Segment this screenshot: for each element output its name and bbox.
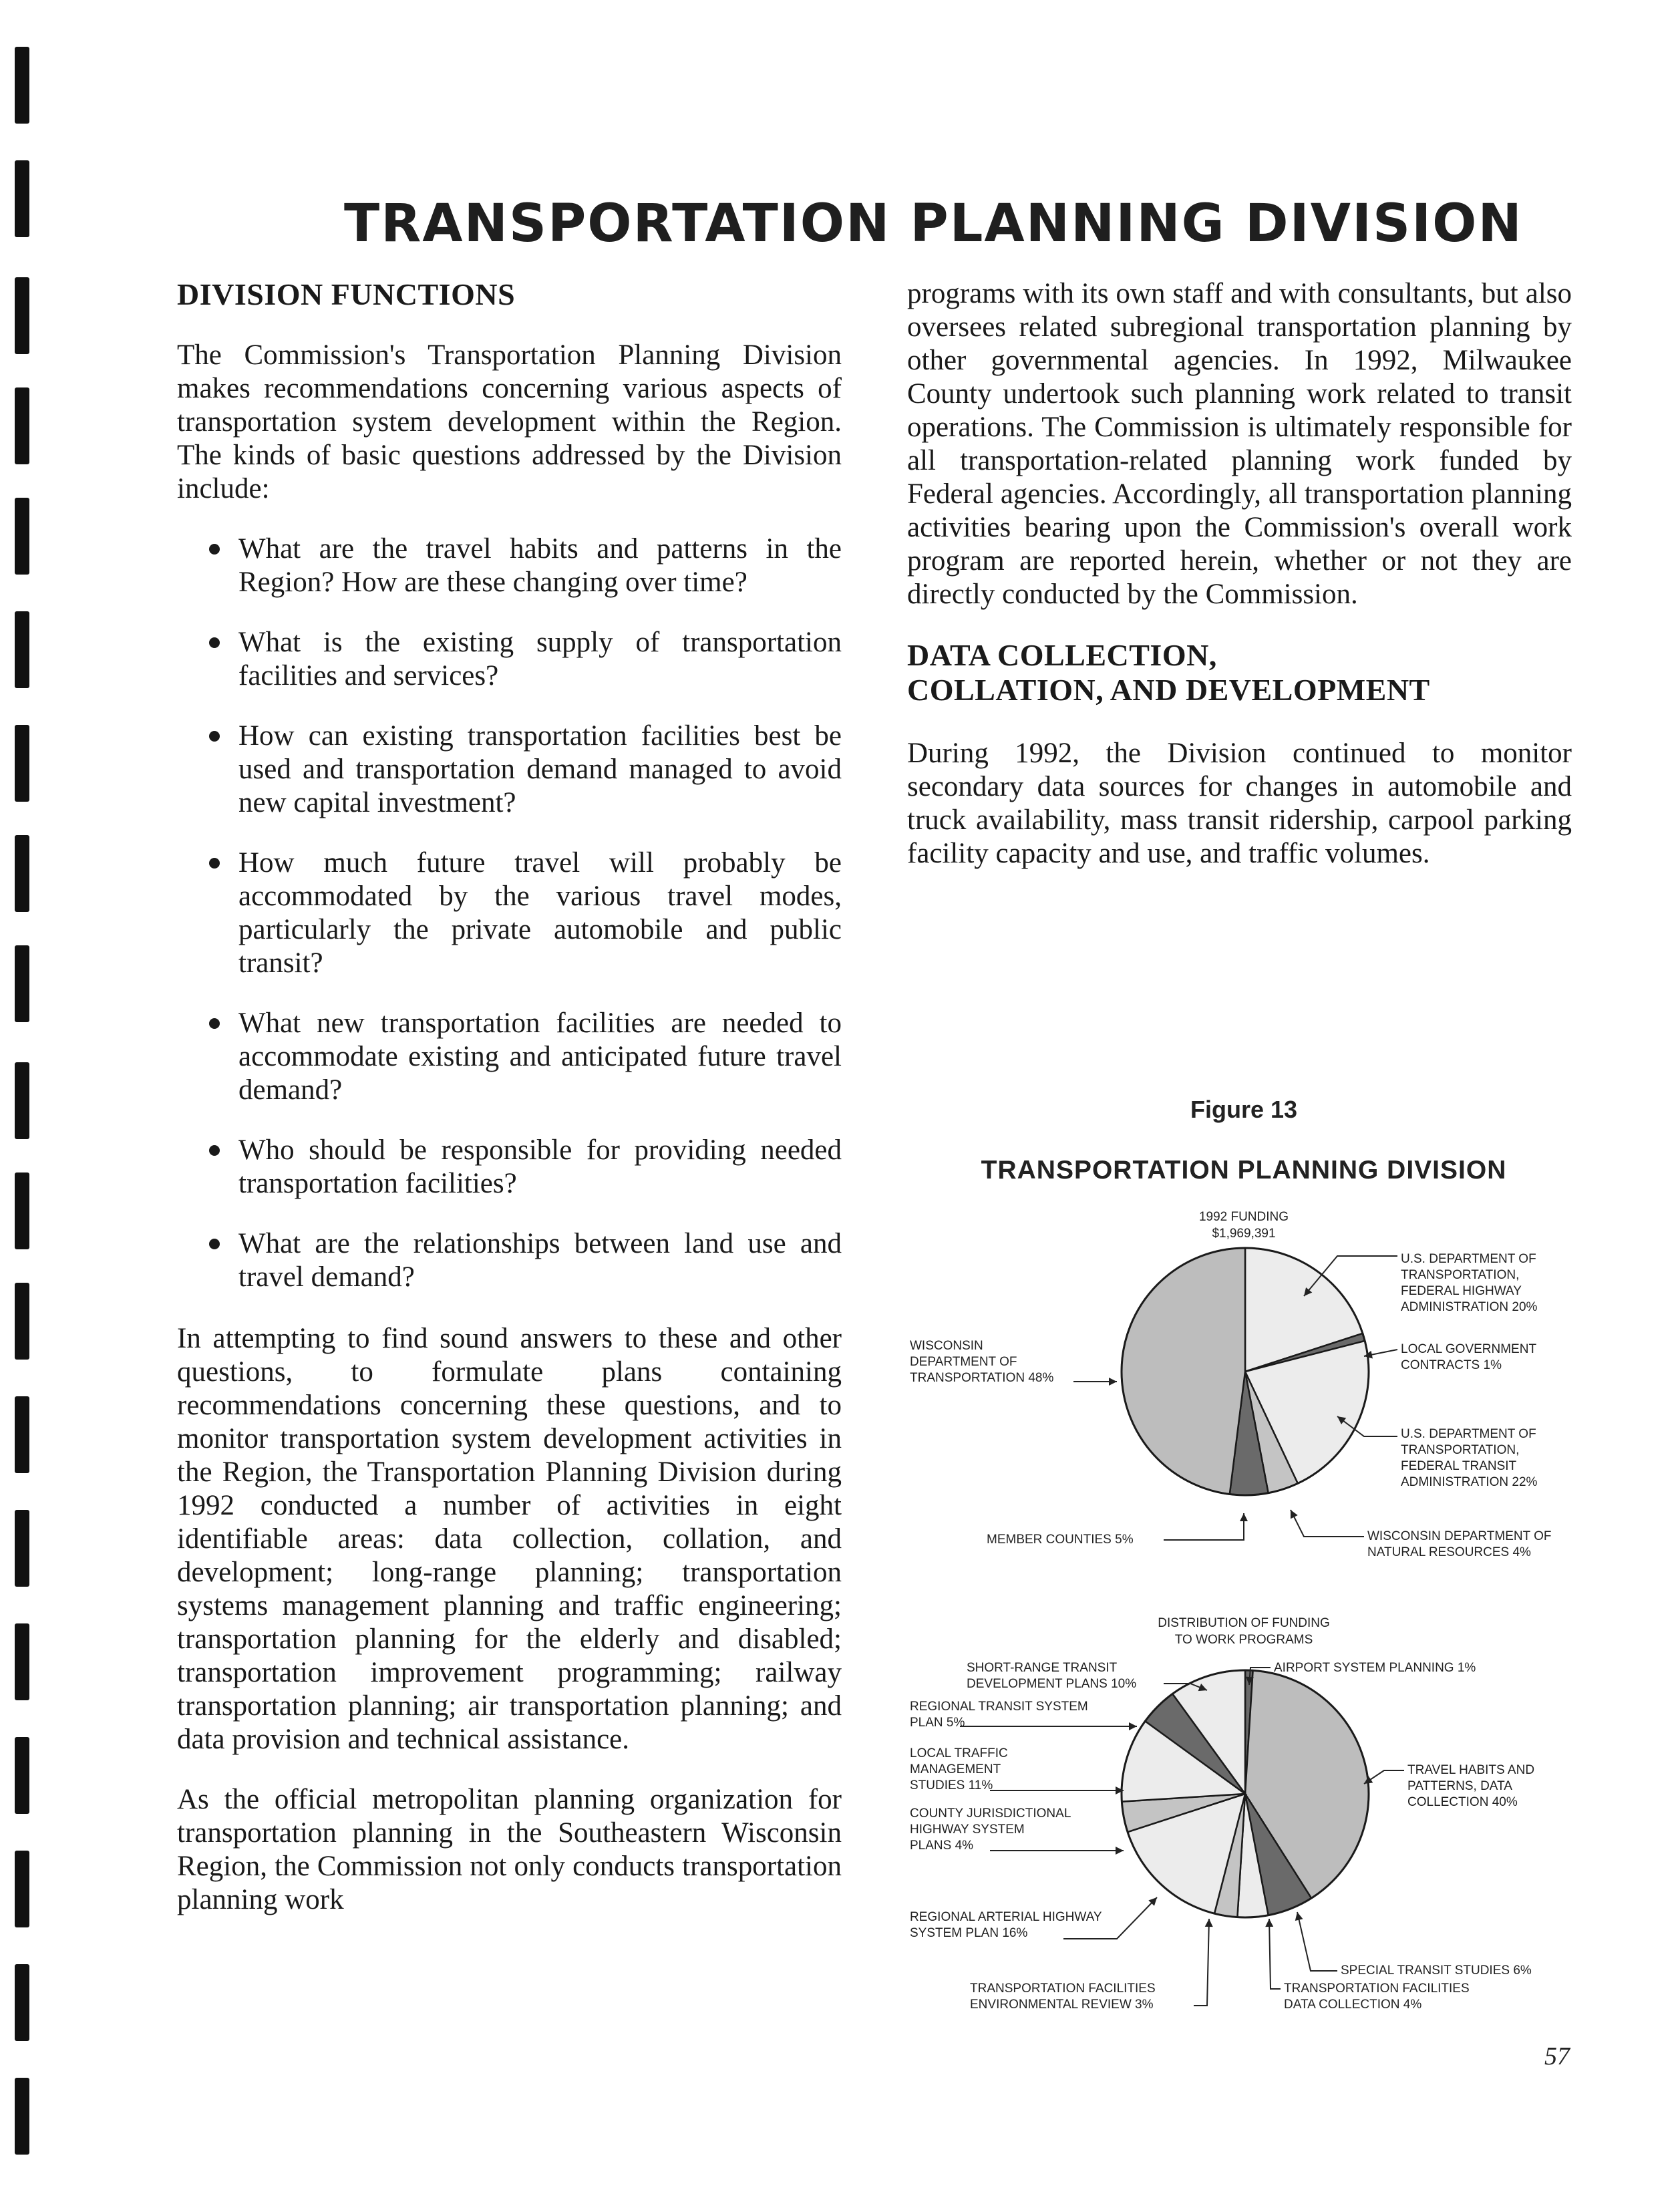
- mpo-paragraph-continued: [907, 277, 1572, 611]
- funding-label-local: LOCAL GOVERNMENT: [1401, 1342, 1537, 1356]
- bullet-icon: [209, 1145, 220, 1156]
- distribution-label-regional-transit: REGIONAL TRANSIT SYSTEM: [910, 1700, 1088, 1714]
- left-column: [177, 277, 842, 1943]
- bullet-icon: [209, 731, 220, 742]
- funding-label-fhwa: FEDERAL HIGHWAY: [1401, 1284, 1522, 1298]
- list-item: [177, 532, 842, 599]
- distribution-label-county: PLANS 4%: [910, 1839, 974, 1853]
- funding-charts: [903, 1096, 1584, 2044]
- distribution-label-special: SPECIAL TRANSIT STUDIES 6%: [1341, 1964, 1532, 1978]
- bullet-icon: [209, 544, 220, 555]
- division-functions-heading: DIVISION FUNCTIONS: [177, 277, 516, 311]
- distribution-leader-county-head: [1116, 1847, 1124, 1855]
- data-collection-heading-line1: DATA COLLECTION,: [907, 638, 1217, 672]
- distribution-label-short-range: SHORT-RANGE TRANSIT: [967, 1661, 1118, 1675]
- data-collection-heading: [907, 638, 1572, 708]
- distribution-label-travel: PATTERNS, DATA: [1407, 1779, 1512, 1793]
- figure-13: [903, 1096, 1584, 2044]
- figure-title: TRANSPORTATION PLANNING DIVISION: [981, 1156, 1507, 1185]
- binder-mark: [15, 1396, 29, 1473]
- mpo-paragraph-start: As the official metropolitan planning organization for transportation planning in the Southeastern Wisconsin Region, the Commission not only conducts transportation planning work: [177, 1784, 842, 1915]
- binder-mark: [15, 277, 29, 354]
- funding-label-fhwa: TRANSPORTATION,: [1401, 1268, 1520, 1282]
- page-number: 57: [1544, 2042, 1570, 2070]
- binder-mark: [15, 1172, 29, 1249]
- distribution-label-travel: TRAVEL HABITS AND: [1407, 1763, 1535, 1777]
- list-item-text: What is the existing supply of transportation facilities and services?: [238, 627, 842, 691]
- distribution-label-county: HIGHWAY SYSTEM: [910, 1823, 1025, 1837]
- intro-paragraph: The Commission's Transportation Planning Division makes recommendations concerning various aspects of transportation system development within the Region. The kinds of basic questions addressed by the Division include:: [177, 339, 842, 504]
- page-title: TRANSPORTATION PLANNING DIVISION: [344, 194, 1523, 255]
- distribution-leader-special-head: [1295, 1912, 1303, 1921]
- binder-mark: [15, 1623, 29, 1700]
- funding-label-counties: MEMBER COUNTIES 5%: [987, 1533, 1134, 1547]
- distribution-label-traffic: STUDIES 11%: [910, 1778, 993, 1792]
- funding-pie-slice-5: [1122, 1248, 1245, 1495]
- funding-label-fta: FEDERAL TRANSIT: [1401, 1459, 1517, 1473]
- binder-mark: [15, 611, 29, 688]
- distribution-label-airport: AIRPORT SYSTEM PLANNING 1%: [1274, 1661, 1476, 1675]
- distribution-leader-tf-data-head: [1265, 1919, 1273, 1927]
- distribution-leader-regional-transit-head: [1129, 1722, 1137, 1730]
- mpo-paragraph: [177, 1783, 842, 1917]
- binder-mark: [15, 1851, 29, 1927]
- list-item-text: How can existing transportation facilities best be used and transportation demand managed to avoid new capital investment?: [238, 720, 842, 818]
- list-item-text: What are the travel habits and patterns in the Region? How are these changing over time?: [238, 533, 842, 598]
- list-item: [177, 626, 842, 693]
- binder-mark: [15, 1964, 29, 2041]
- distribution-label-tf-env: TRANSPORTATION FACILITIES: [970, 1982, 1156, 1996]
- binder-mark: [15, 1283, 29, 1360]
- distribution-label-tf-env: ENVIRONMENTAL REVIEW 3%: [970, 1998, 1154, 2012]
- data-collection-paragraph: During 1992, the Division continued to monitor secondary data sources for changes in automobile and truck availability, mass transit ridership, carpool parking facility capacity and use, and traffic volumes.: [907, 738, 1572, 869]
- right-column: [907, 277, 1572, 897]
- funding-label-fhwa: ADMINISTRATION 20%: [1401, 1300, 1538, 1314]
- list-item: [177, 720, 842, 820]
- bullet-icon: [209, 637, 220, 648]
- figure-number: Figure 13: [1190, 1096, 1298, 1123]
- distribution-chart-subtitle: TO WORK PROGRAMS: [1174, 1633, 1313, 1647]
- data-collection-heading-line2: COLLATION, AND DEVELOPMENT: [907, 673, 1430, 707]
- binder-mark: [15, 835, 29, 912]
- list-item-text: Who should be responsible for providing needed transportation facilities?: [238, 1134, 842, 1199]
- list-item: [177, 846, 842, 980]
- distribution-label-short-range: DEVELOPMENT PLANS 10%: [967, 1677, 1137, 1691]
- list-item: [177, 1227, 842, 1294]
- funding-chart-total: $1,969,391: [1212, 1227, 1276, 1241]
- distribution-leader-tf-env: [1194, 1919, 1209, 2006]
- distribution-chart-title: DISTRIBUTION OF FUNDING: [1158, 1616, 1330, 1630]
- distribution-label-tf-data: DATA COLLECTION 4%: [1284, 1998, 1422, 2012]
- question-list: [177, 532, 842, 1294]
- funding-label-wisdot: TRANSPORTATION 48%: [910, 1371, 1054, 1385]
- binder-mark: [15, 47, 29, 124]
- funding-label-wisdot: WISCONSIN: [910, 1339, 983, 1353]
- list-item: [177, 1134, 842, 1201]
- distribution-label-travel: COLLECTION 40%: [1407, 1795, 1518, 1809]
- distribution-label-arterial: SYSTEM PLAN 16%: [910, 1926, 1028, 1940]
- funding-leader-dnr: [1291, 1510, 1364, 1537]
- funding-label-wisdot: DEPARTMENT OF: [910, 1355, 1017, 1369]
- distribution-label-regional-transit: PLAN 5%: [910, 1716, 965, 1730]
- funding-leader-counties-head: [1240, 1513, 1248, 1521]
- distribution-label-tf-data: TRANSPORTATION FACILITIES: [1284, 1982, 1470, 1996]
- funding-chart-title: 1992 FUNDING: [1198, 1210, 1289, 1224]
- mpo-paragraph-end: programs with its own staff and with consultants, but also oversees related subregional transportation planning by other governmental agencies. In 1992, Milwaukee County undertook such planning work related to transit operations. The Commission is ultimately responsible for all transportation-related planning work funded by Federal agencies. Accordingly, all transportation planning activities bearing upon the Commission's overall work program are reported herein, whether or not they are directly conducted by the Commission.: [907, 278, 1572, 610]
- distribution-leader-tf-data: [1269, 1919, 1281, 1989]
- distribution-leader-tf-env-head: [1205, 1919, 1213, 1927]
- activities-paragraph: In attempting to find sound answers to these and other questions, to formulate plans containing recommendations concerning these questions, and to monitor transportation system development activities in the Region, the Transportation Planning Division during 1992 conducted a number of activities in eight identifiable areas: data collection, collation, and development; long-range planning; transportation systems management planning and traffic engineering; transportation planning for the elderly and disabled; transportation improvement programming; railway transportation planning; air transportation planning; and data provision and technical assistance.: [177, 1323, 842, 1755]
- list-item-text: What are the relationships between land use and travel demand?: [238, 1228, 842, 1293]
- binder-mark: [15, 1510, 29, 1587]
- distribution-label-traffic: LOCAL TRAFFIC: [910, 1746, 1008, 1760]
- funding-leader-counties: [1164, 1513, 1244, 1540]
- funding-label-dnr: NATURAL RESOURCES 4%: [1367, 1545, 1531, 1559]
- funding-label-local: CONTRACTS 1%: [1401, 1358, 1502, 1372]
- funding-label-fta: ADMINISTRATION 22%: [1401, 1475, 1538, 1489]
- binder-mark: [15, 945, 29, 1022]
- funding-label-fta: TRANSPORTATION,: [1401, 1443, 1520, 1457]
- list-item-text: What new transportation facilities are needed to accommodate existing and anticipated future travel demand?: [238, 1007, 842, 1106]
- binder-mark: [15, 498, 29, 575]
- bullet-icon: [209, 1018, 220, 1029]
- binder-mark: [15, 1737, 29, 1814]
- distribution-leader-special: [1297, 1912, 1337, 1971]
- distribution-label-traffic: MANAGEMENT: [910, 1762, 1001, 1776]
- bullet-icon: [209, 858, 220, 869]
- binder-mark: [15, 725, 29, 802]
- funding-label-dnr: WISCONSIN DEPARTMENT OF: [1367, 1529, 1552, 1543]
- funding-leader-wisdot-head: [1109, 1378, 1117, 1386]
- distribution-label-county: COUNTY JURISDICTIONAL: [910, 1807, 1071, 1821]
- bullet-icon: [209, 1239, 220, 1249]
- binder-mark: [15, 160, 29, 237]
- distribution-label-arterial: REGIONAL ARTERIAL HIGHWAY: [910, 1910, 1102, 1924]
- binder-mark: [15, 387, 29, 464]
- funding-label-fhwa: U.S. DEPARTMENT OF: [1401, 1252, 1536, 1266]
- list-item: [177, 1007, 842, 1107]
- list-item-text: How much future travel will probably be accommodated by the various travel modes, particularly the private automobile and public transit?: [238, 847, 842, 979]
- funding-label-fta: U.S. DEPARTMENT OF: [1401, 1427, 1536, 1441]
- binder-mark: [15, 2078, 29, 2155]
- binder-mark: [15, 1062, 29, 1139]
